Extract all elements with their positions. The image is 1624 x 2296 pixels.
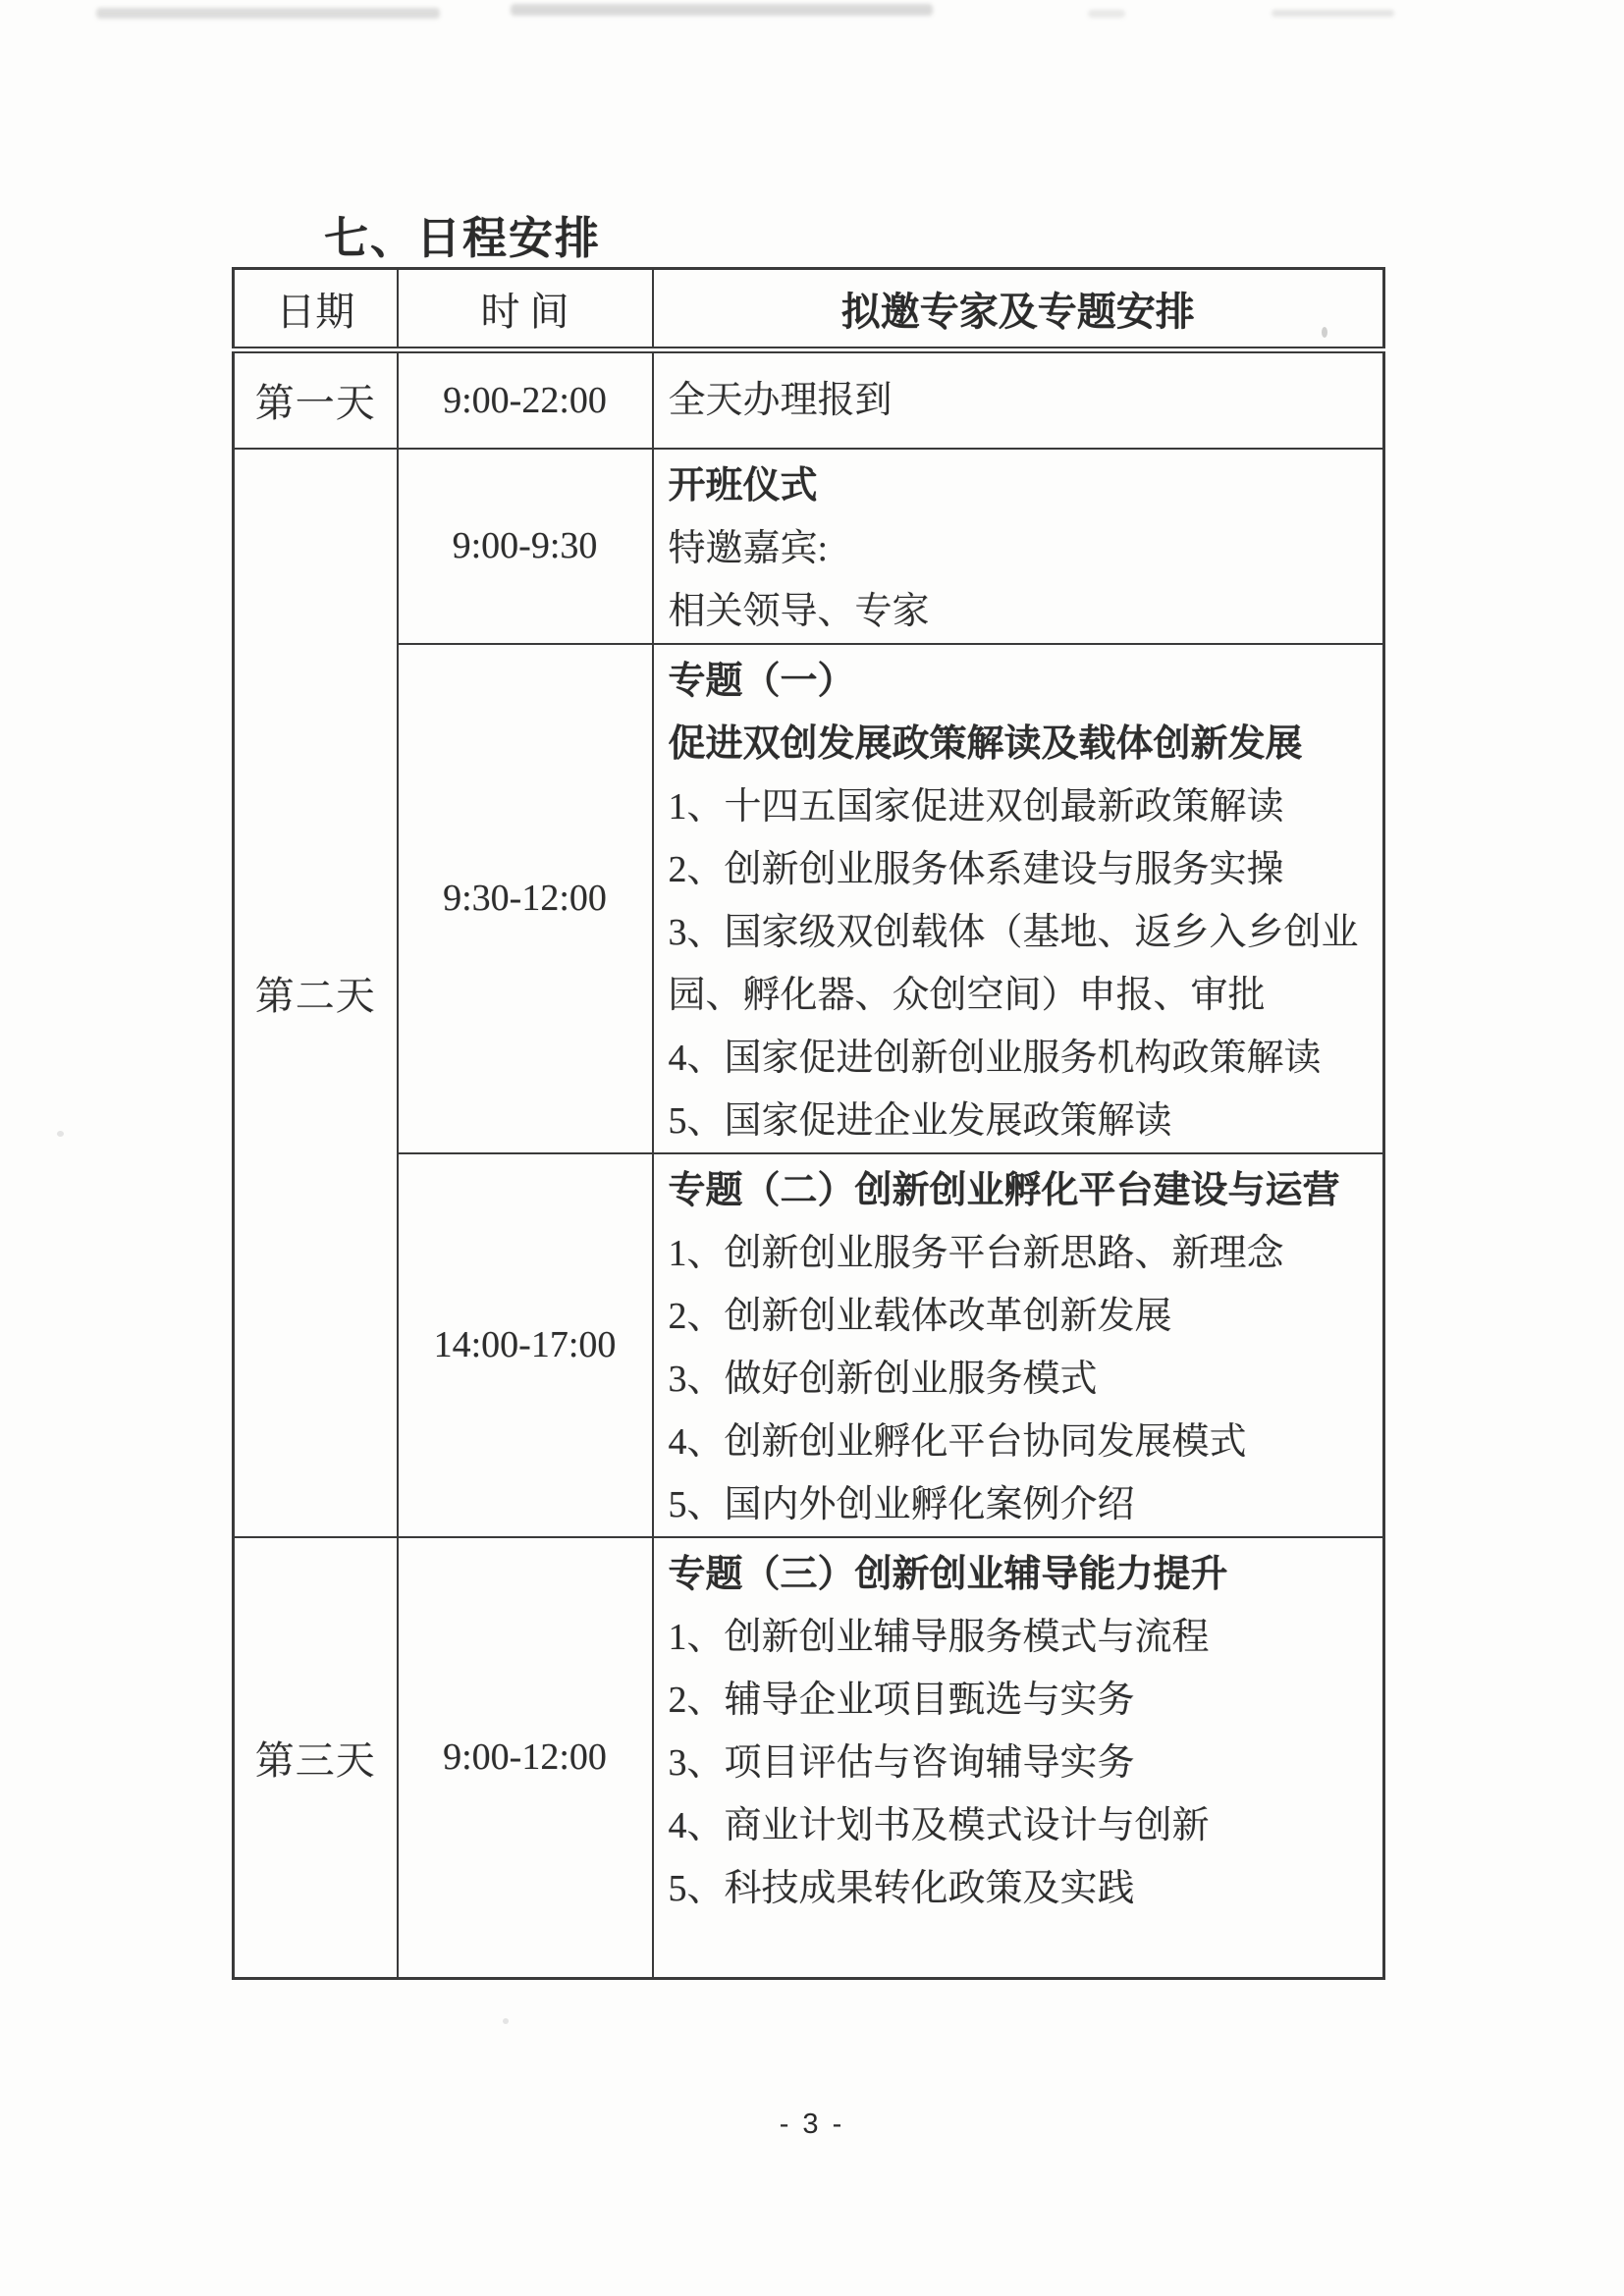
- table-row-topic3: [234, 1537, 1384, 1979]
- time-cell-registration: 9:00-22:00: [398, 350, 653, 449]
- time-cell-topic1: 9:30-12:00: [398, 644, 653, 1153]
- agenda-line: 3、国家级双创载体（基地、返乡入乡创业园、孵化器、众创空间）申报、审批: [668, 911, 1359, 1016]
- schedule-table: [232, 267, 1385, 1980]
- header-date: 日期: [234, 269, 398, 350]
- agenda-heading: 促进双创发展政策解读及载体创新发展: [668, 722, 1303, 765]
- agenda-line: 1、创新创业服务平台新思路、新理念: [668, 1232, 1284, 1274]
- agenda-line: 1、十四五国家促进双创最新政策解读: [668, 785, 1284, 828]
- section-title: 七、日程安排: [324, 214, 602, 263]
- agenda-line: 5、国家促进企业发展政策解读: [668, 1099, 1172, 1142]
- date-cell-day2: 第二天: [234, 449, 398, 1537]
- agenda-line: 特邀嘉宾:: [668, 527, 829, 569]
- agenda-line: 3、项目评估与咨询辅导实务: [668, 1741, 1135, 1784]
- time-cell-topic2: 14:00-17:00: [398, 1153, 653, 1537]
- agenda-line: 5、科技成果转化政策及实践: [668, 1867, 1135, 1909]
- content-cell-topic3: [653, 1537, 1384, 1979]
- table-row-topic2: [234, 1153, 1384, 1537]
- agenda-line: 4、创新创业孵化平台协同发展模式: [668, 1420, 1247, 1463]
- scan-artifact: [503, 2018, 509, 2024]
- scan-artifact: [1088, 10, 1125, 18]
- agenda-line: 4、商业计划书及模式设计与创新: [668, 1804, 1210, 1846]
- agenda-line: 2、创新创业服务体系建设与服务实操: [668, 848, 1284, 890]
- agenda-line: 全天办理报到: [668, 379, 893, 421]
- header-time: 时 间: [398, 269, 653, 350]
- agenda-heading: 开班仪式: [668, 464, 818, 507]
- content-cell-topic2: [653, 1153, 1384, 1537]
- agenda-heading: 专题（一）: [668, 660, 855, 702]
- header-topic: 拟邀专家及专题安排: [653, 269, 1384, 350]
- scan-artifact: [57, 1131, 64, 1137]
- date-cell-day3: 第三天: [234, 1537, 398, 1979]
- agenda-heading: 专题（三）创新创业辅导能力提升: [668, 1553, 1228, 1595]
- content-cell-registration: [653, 350, 1384, 449]
- scan-artifact: [96, 8, 440, 19]
- scan-artifact: [511, 4, 933, 16]
- agenda-line: 5、国内外创业孵化案例介绍: [668, 1483, 1135, 1525]
- agenda-line: 3、做好创新创业服务模式: [668, 1358, 1098, 1400]
- table-row-topic1: [234, 644, 1384, 1153]
- page-number: - 3 -: [779, 2109, 845, 2140]
- time-cell-topic3: 9:00-12:00: [398, 1537, 653, 1979]
- agenda-line: 2、创新创业载体改革创新发展: [668, 1295, 1172, 1337]
- time-cell-opening: 9:00-9:30: [398, 449, 653, 644]
- agenda-line: 2、辅导企业项目甄选与实务: [668, 1679, 1135, 1721]
- table-row-opening: [234, 449, 1384, 644]
- table-row-day1: [234, 350, 1384, 449]
- agenda-heading: 专题（二）创新创业孵化平台建设与运营: [668, 1169, 1340, 1211]
- agenda-line: 相关领导、专家: [668, 590, 930, 632]
- agenda-line: 1、创新创业辅导服务模式与流程: [668, 1616, 1210, 1658]
- table-header-row: [234, 269, 1384, 350]
- date-cell-day1: 第一天: [234, 350, 398, 449]
- agenda-line: 4、国家促进创新创业服务机构政策解读: [668, 1037, 1322, 1079]
- content-cell-opening: [653, 449, 1384, 644]
- content-cell-topic1: [653, 644, 1384, 1153]
- scan-artifact: [1272, 10, 1394, 17]
